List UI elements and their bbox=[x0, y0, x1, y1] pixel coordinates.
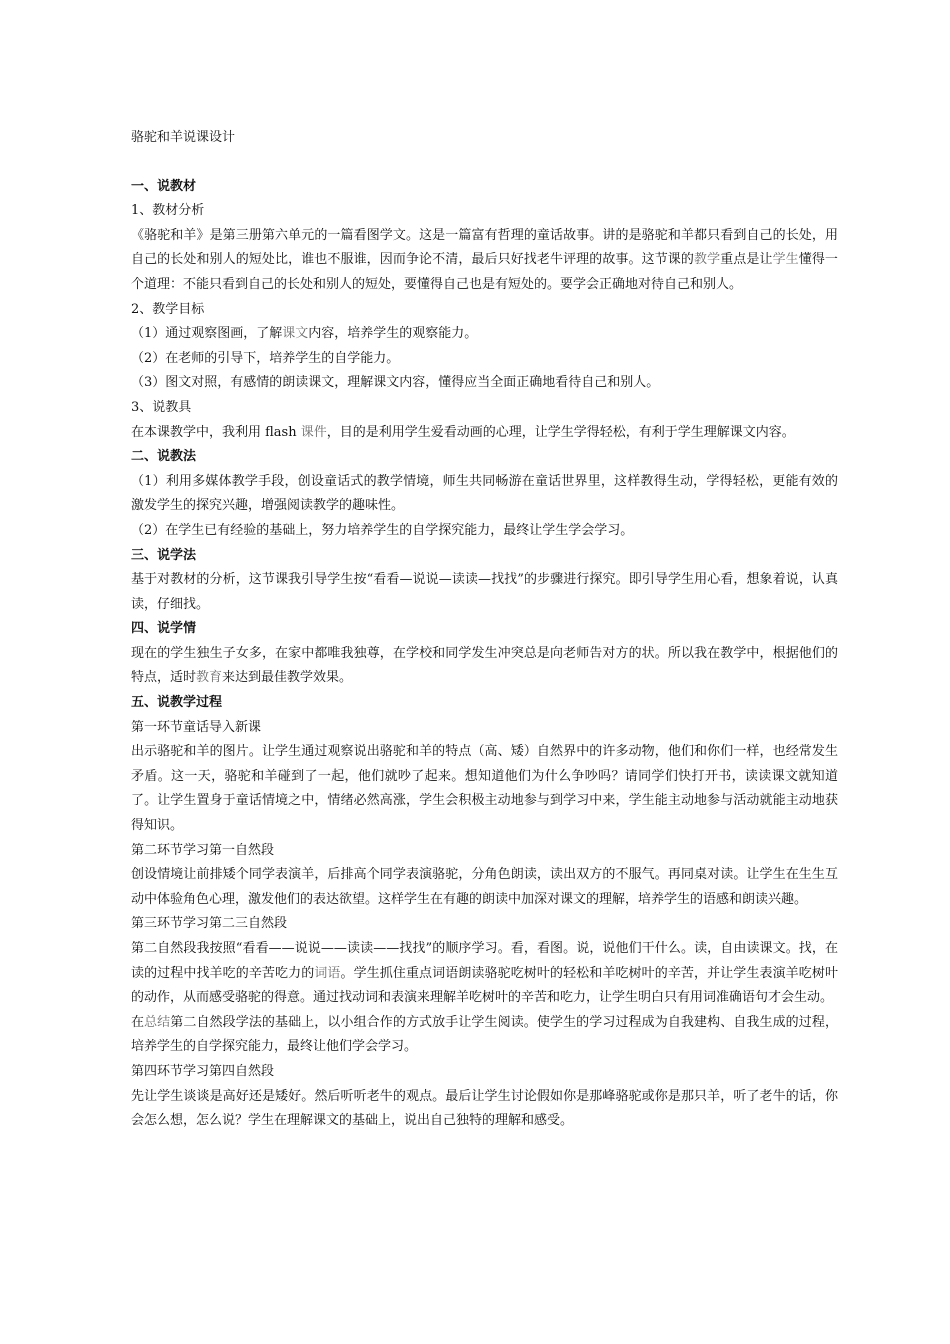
paragraph bbox=[131, 1011, 838, 1060]
text-run: 第二自然段学法的基础上，以小组合作的方式放手让学生阅读。使学生的学习过程成为自我建构、自我生成的过程，培养学生的自学探究能力，最终让他们学会学习。 bbox=[131, 1014, 838, 1055]
section-heading bbox=[131, 691, 838, 716]
subsection-title bbox=[131, 839, 838, 864]
text-run: 懂得一个道理：不能只看到自己的长处和别人的短处，要懂得自己也是有短处的。要学会正确地对待自己和别人。 bbox=[131, 252, 838, 292]
text-run: （2）在学生已有经验的基础上，努力培养学生的自学探究能力，最终让学生学会学习。 bbox=[131, 522, 634, 538]
keyword-link[interactable]: 教学 bbox=[694, 252, 721, 268]
section-heading bbox=[131, 175, 838, 200]
keyword-link[interactable]: 课文 bbox=[282, 326, 309, 342]
text-run: 现在的学生独生子女多，在家中都唯我独尊，在学校和同学发生冲突总是向老师告对方的状。所以我在教学中，根据他们的特点，适时 bbox=[131, 645, 838, 686]
paragraph bbox=[131, 568, 838, 617]
text-run: 重点是让 bbox=[720, 252, 773, 268]
paragraph bbox=[131, 863, 838, 912]
text-run: 一、说教材 bbox=[131, 178, 197, 194]
text-run: （3）图文对照，有感情的朗读课文，理解课文内容，懂得应当全面正确地看待自己和别人。 bbox=[131, 375, 660, 391]
paragraph bbox=[131, 1085, 838, 1134]
text-run: 四、说学情 bbox=[131, 621, 197, 637]
text-run: （2）在老师的引导下，培养学生的自学能力。 bbox=[131, 350, 400, 366]
text-run: 第二自然段我按照“看看——说说——读读——找找”的顺序学习。看，看图。说，说他们干什么。读，自由读课文。找，在读的过程中找羊吃的辛苦吃力的 bbox=[131, 941, 838, 981]
text-run: 第二环节学习第一自然段 bbox=[131, 842, 275, 858]
subsection-title bbox=[131, 716, 838, 741]
text-run: 2、教学目标 bbox=[131, 301, 205, 317]
text-run: 《骆驼和羊》是第三册第六单元的一篇看图学文。这是一篇富有哲理的童话故事。讲的是骆驼和羊都只看到自己的长处，用自己的长处和别人的短处比，谁也不服谁，因而争论不清，最后只好找老牛评理的故事。这节课的 bbox=[131, 227, 838, 268]
text-run: 第四环节学习第四自然段 bbox=[131, 1063, 275, 1079]
subsection-title bbox=[131, 1060, 838, 1085]
paragraph bbox=[131, 470, 838, 519]
keyword-link[interactable]: 词语 bbox=[314, 965, 341, 981]
subsection-title bbox=[131, 396, 838, 421]
keyword-link[interactable]: 学生 bbox=[772, 252, 799, 268]
subsection-title bbox=[131, 298, 838, 323]
text-run: 出示骆驼和羊的图片。让学生通过观察说出骆驼和羊的特点（高、矮）自然界中的许多动物，他们和你们一样，也经常发生矛盾。这一天，骆驼和羊碰到了一起，他们就吵了起来。想知道他们为什么争吵吗？请同学们快打开书，读读课文就知道了。让学生置身于童话情境之中，情绪必然高涨，学生会积极主动地参与到学习中来，学生能主动地参与活动就能主动地获得知识。 bbox=[131, 744, 838, 834]
text-run: 在 bbox=[131, 1014, 145, 1030]
text-run: 来达到最佳教学效果。 bbox=[222, 670, 353, 686]
keyword-link[interactable]: 课件 bbox=[300, 424, 327, 440]
document-page bbox=[131, 126, 838, 1134]
text-run: ，目的是利用学生爱看动画的心理，让学生学得轻松，有利于学生理解课文内容。 bbox=[326, 424, 795, 440]
text-run: 三、说学法 bbox=[131, 547, 197, 563]
section-heading bbox=[131, 445, 838, 470]
text-run: （1）通过观察图画，了解 bbox=[131, 326, 283, 342]
document-body bbox=[131, 175, 838, 1134]
keyword-link[interactable]: 教育 bbox=[196, 670, 223, 686]
keyword-link[interactable]: 总结 bbox=[144, 1014, 171, 1030]
text-run: 二、说教法 bbox=[131, 449, 197, 465]
paragraph bbox=[131, 642, 838, 691]
document-title: 骆驼和羊说课设计 bbox=[131, 130, 236, 145]
paragraph bbox=[131, 740, 838, 838]
text-run: 第三环节学习第二三自然段 bbox=[131, 916, 288, 932]
text-run: 先让学生谈谈是高好还是矮好。然后听听老牛的观点。最后让学生讨论假如你是那峰骆驼或你是那只羊，听了老牛的话，你会怎么想，怎么说？学生在理解课文的基础上，说出自己独特的理解和感受。 bbox=[131, 1088, 838, 1129]
paragraph bbox=[131, 371, 838, 396]
paragraph bbox=[131, 937, 838, 1011]
paragraph bbox=[131, 224, 838, 298]
paragraph bbox=[131, 421, 838, 446]
paragraph bbox=[131, 519, 838, 544]
subsection-title bbox=[131, 199, 838, 224]
text-run: 基于对教材的分析，这节课我引导学生按“看看—说说—读读—找找”的步骤进行探究。即引导学生用心看，想象着说，认真读，仔细找。 bbox=[131, 572, 838, 612]
text-run: 在本课教学中，我利用 flash bbox=[131, 424, 301, 440]
text-run: 内容，培养学生的观察能力。 bbox=[308, 326, 478, 342]
subsection-title bbox=[131, 912, 838, 937]
text-run: 1、教材分析 bbox=[131, 203, 205, 219]
text-run: 3、说教具 bbox=[131, 399, 192, 415]
text-run: 。学生抓住重点词语朗读骆驼吃树叶的轻松和羊吃树叶的辛苦，并让学生表演羊吃树叶的动作，从而感受骆驼的得意。通过找动词和表演来理解羊吃树叶的辛苦和吃力，让学生明白只有用词准确语句才会生动。 bbox=[131, 965, 838, 1006]
section-heading bbox=[131, 544, 838, 569]
text-run: 五、说教学过程 bbox=[131, 695, 223, 711]
paragraph bbox=[131, 347, 838, 372]
section-heading bbox=[131, 617, 838, 642]
paragraph bbox=[131, 322, 838, 347]
text-run: （1）利用多媒体教学手段，创设童话式的教学情境，师生共同畅游在童话世界里，这样教得生动，学得轻松，更能有效的激发学生的探究兴趣，增强阅读教学的趣味性。 bbox=[131, 473, 838, 514]
text-run: 第一环节童话导入新课 bbox=[131, 719, 262, 735]
text-run: 创设情境让前排矮个同学表演羊，后排高个同学表演骆驼，分角色朗读，读出双方的不服气。再同桌对读。让学生在生生互动中体验角色心理，激发他们的表达欲望。这样学生在有趣的朗读中加深对课文的理解，培养学生的语感和朗读兴趣。 bbox=[131, 867, 838, 907]
